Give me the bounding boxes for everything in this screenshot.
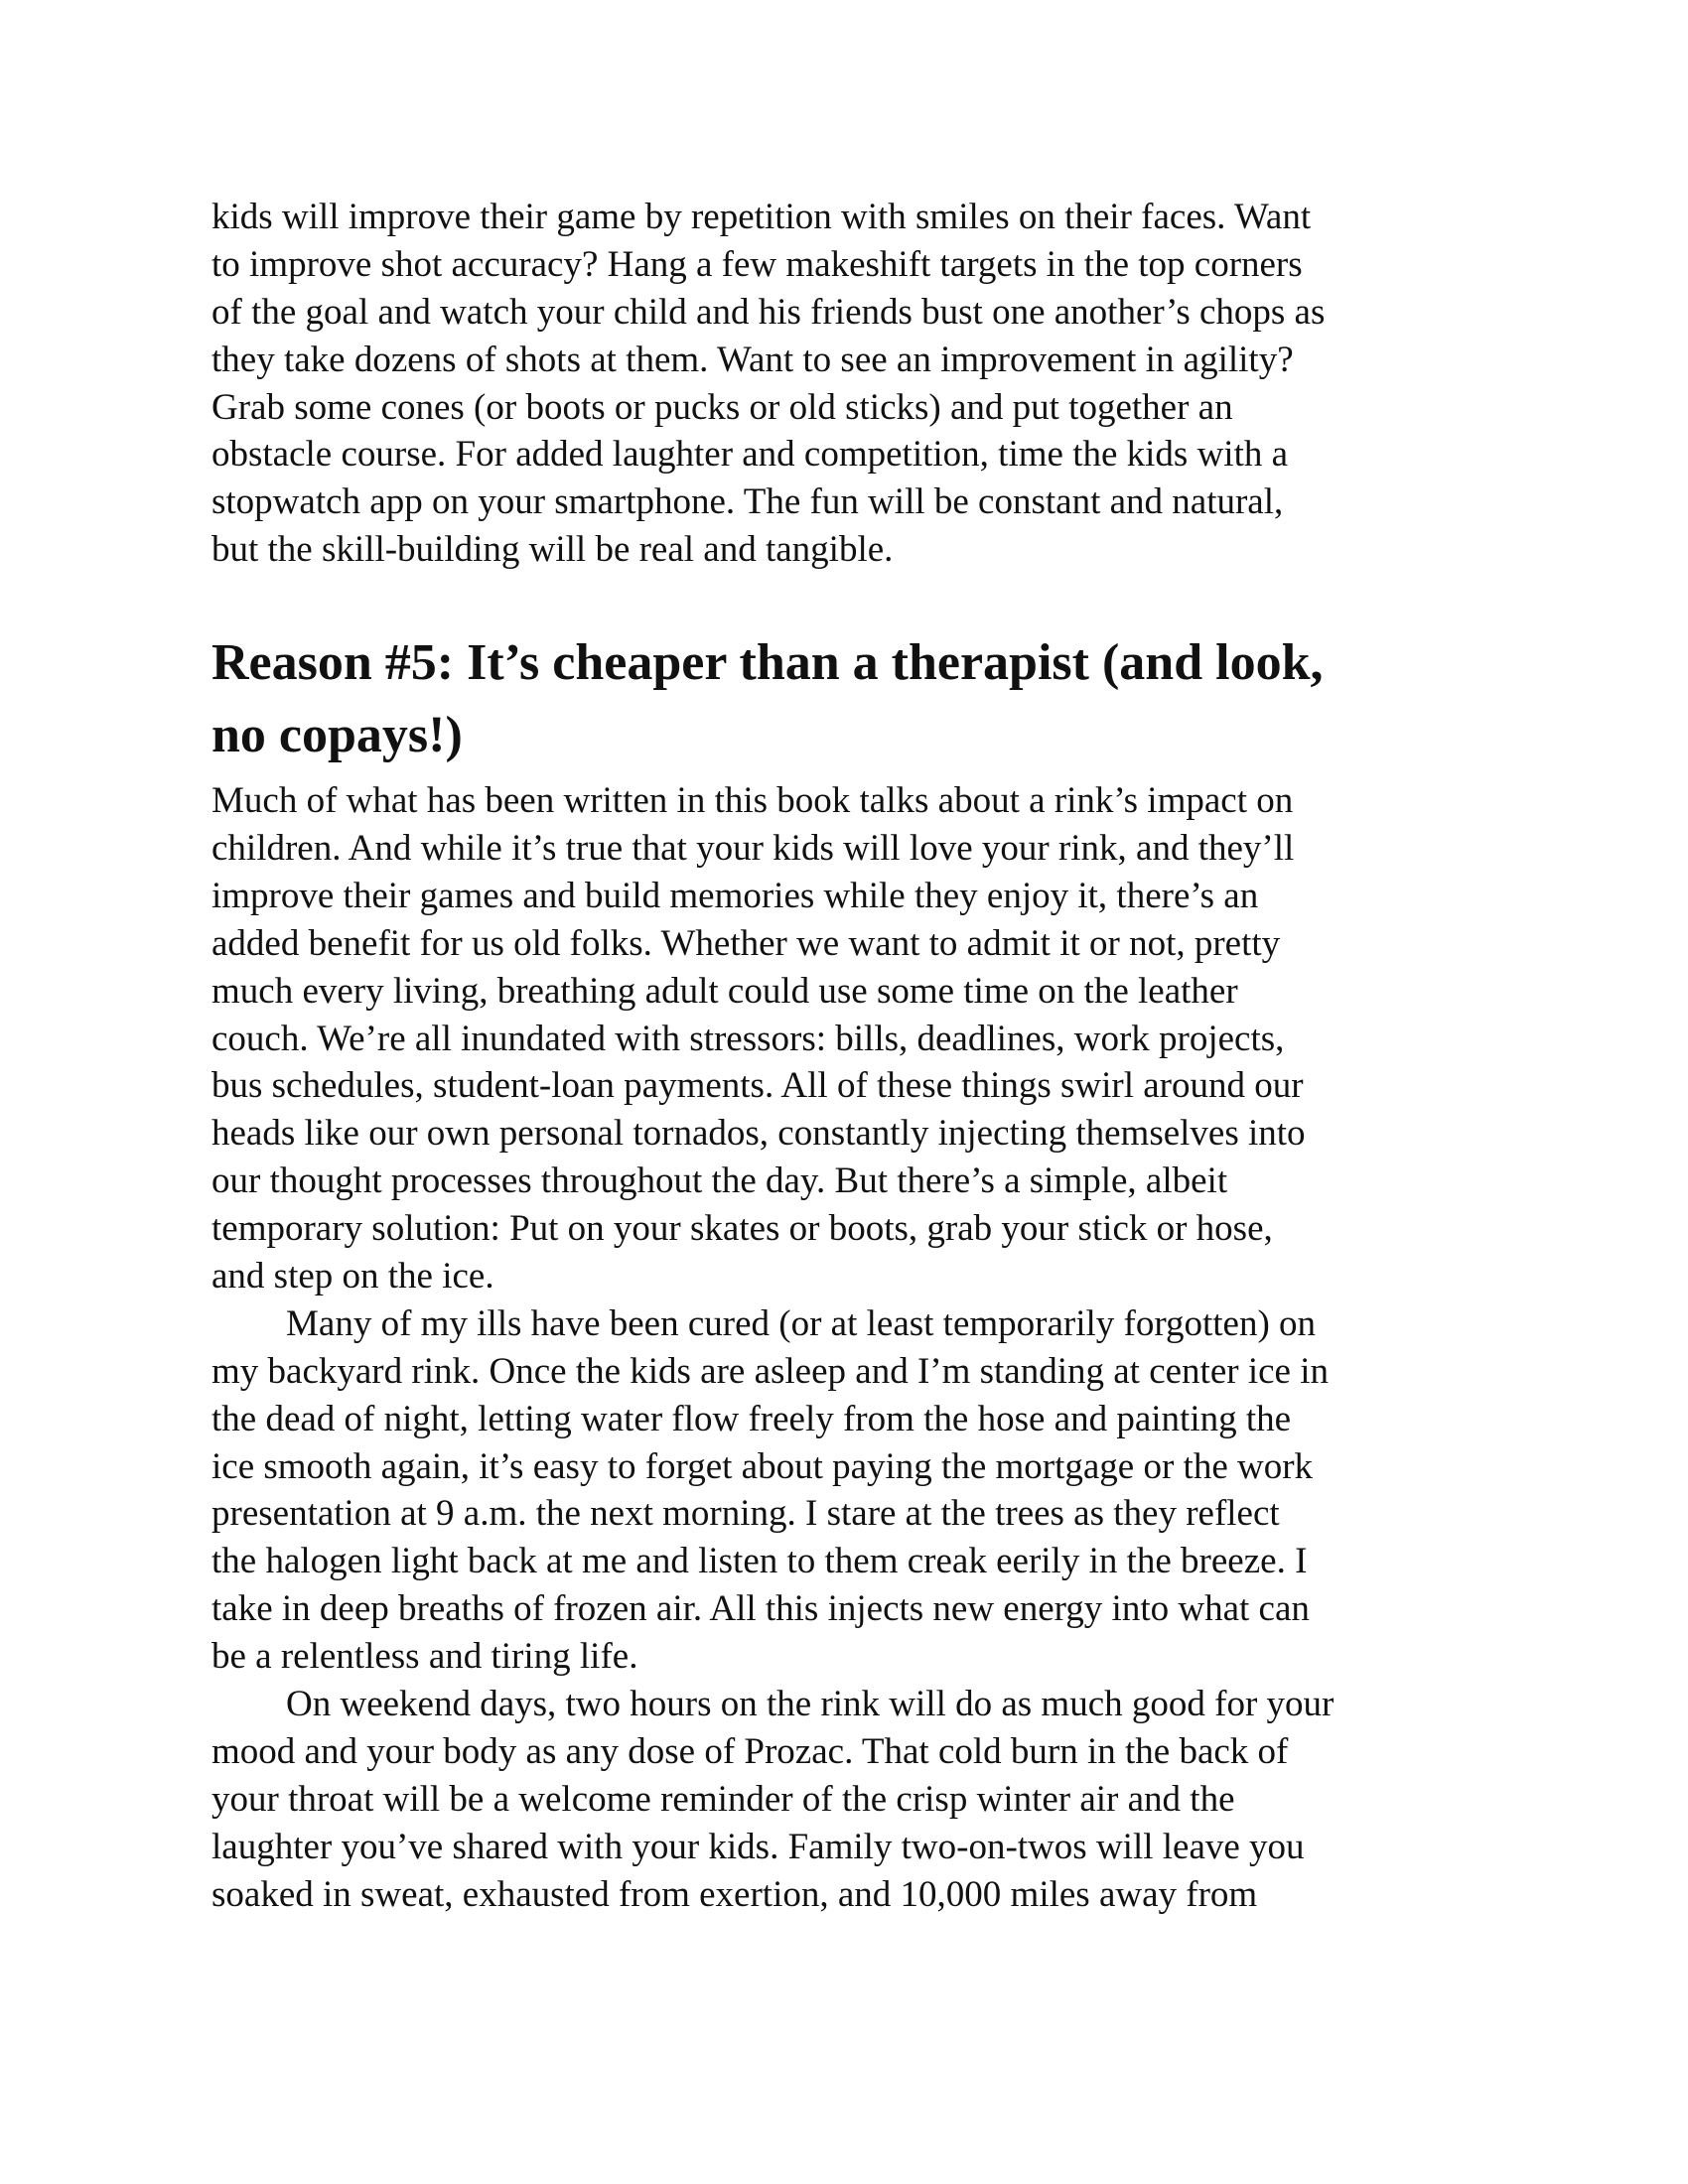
text-line: presentation at 9 a.m. the next morning. I stare at the trees as they reflect: [211, 1493, 1280, 1535]
paragraph-2: [211, 1300, 1492, 1681]
text-line: children. And while it’s true that your kids will love your rink, and they’ll: [211, 828, 1295, 870]
paragraph-3: [211, 1681, 1492, 1918]
text-line: couch. We’re all inundated with stressors: bills, deadlines, work projects,: [211, 1018, 1285, 1059]
text-line: the halogen light back at me and listen to them creak eerily in the breeze. I: [211, 1541, 1308, 1582]
text-line: Grab some cones (or boots or pucks or old sticks) and put together an: [211, 386, 1233, 428]
section-heading-line: Reason #5: It’s cheaper than a therapist (and look,: [211, 634, 1324, 692]
text-line: improve their games and build memories while they enjoy it, there’s an: [211, 875, 1259, 916]
text-line: stopwatch app on your smartphone. The fun will be constant and natural,: [211, 481, 1284, 523]
text-line: heads like our own personal tornados, constantly injecting themselves into: [211, 1113, 1306, 1155]
text-line: soaked in sweat, exhausted from exertion, and 10,000 miles away from: [211, 1873, 1258, 1915]
text-line: On weekend days, two hours on the rink will do as much good for your: [286, 1684, 1335, 1725]
text-line: obstacle course. For added laughter and competition, time the kids with a: [211, 434, 1289, 476]
text-line: bus schedules, student-loan payments. All of these things swirl around our: [211, 1065, 1304, 1107]
text-line: mood and your body as any dose of Prozac. That cold burn in the back of: [211, 1730, 1289, 1772]
text-line: they take dozens of shots at them. Want to see an improvement in agility?: [211, 339, 1294, 380]
text-line: my backyard rink. Once the kids are asleep and I’m standing at center ice in: [211, 1350, 1329, 1392]
text-line: your throat will be a welcome reminder of the crisp winter air and the: [211, 1778, 1235, 1820]
text-line: be a relentless and tiring life.: [211, 1636, 638, 1678]
text-line: laughter you’ve shared with your kids. Family two-on-twos will leave you: [211, 1826, 1305, 1867]
text-line: Many of my ills have been cured (or at least temporarily forgotten) on: [286, 1302, 1317, 1344]
section-heading-line: no copays!): [211, 707, 463, 764]
text-line: ice smooth again, it’s easy to forget about paying the mortgage or the work: [211, 1445, 1314, 1487]
text-line: temporary solution: Put on your skates or boots, grab your stick or hose,: [211, 1208, 1273, 1250]
text-line: but the skill-building will be real and tangible.: [211, 529, 894, 571]
book-page: [211, 194, 1492, 1919]
text-line: to improve shot accuracy? Hang a few makeshift targets in the top corners: [211, 243, 1303, 285]
text-line: much every living, breathing adult could use some time on the leather: [211, 970, 1238, 1012]
section-heading: [211, 626, 1492, 771]
text-line: added benefit for us old folks. Whether we want to admit it or not, pretty: [211, 922, 1281, 964]
text-line: kids will improve their game by repetition with smiles on their faces. Want: [211, 197, 1312, 237]
text-line: the dead of night, letting water flow freely from the hose and painting the: [211, 1398, 1292, 1439]
text-line: and step on the ice.: [211, 1256, 494, 1297]
paragraph-1: [211, 777, 1492, 1300]
text-line: take in deep breaths of frozen air. All this injects new energy into what can: [211, 1588, 1310, 1630]
intro-paragraph: [211, 194, 1492, 574]
text-line: our thought processes throughout the day. But there’s a simple, albeit: [211, 1160, 1228, 1202]
text-line: Much of what has been written in this book talks about a rink’s impact on: [211, 780, 1294, 822]
text-line: of the goal and watch your child and his friends bust one another’s chops as: [211, 291, 1326, 333]
